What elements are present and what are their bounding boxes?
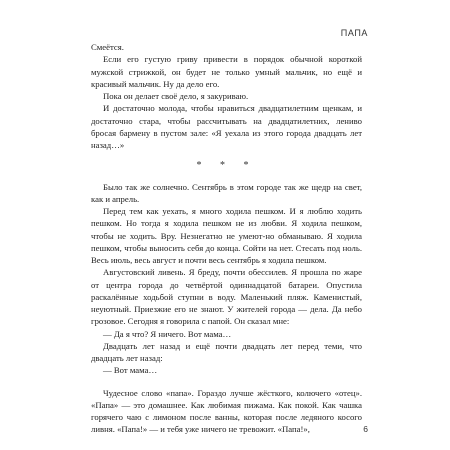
paragraph: Если его густую гриву привести в порядок обычной короткой мужской стрижкой, он будет не только умный мальчик, но ещё и красивый мальчик. Ну да дело его. [91, 54, 362, 89]
paragraph: Перед тем как уехать, я много ходила пешком. И я люблю ходить пешком. Но тогда я ходила пешком не из любви. Я ходила пешком, чтобы не ходить. Вру. Незнегатно не умеют-но обманываю. Я ходила пешком, чтобы выносить себя до конца. Сойти на нет. Стесать под ноль. Весь июль, весь август и почти весь сентябрь я ходила пешком. [91, 206, 362, 265]
paragraph: Чудесное слово «папа». Гораздо лучше жёсткого, колючего «отец». «Папа» — это домашнее. Как любимая пижама. Как покой. Как чашка горячего чаю с лимоном после ванны, которая после ледяного косого ливня. «Папа!» — и тебя уже ничего не тревожит. «Папа!», [91, 387, 362, 435]
running-header: ПАПА [340, 28, 368, 38]
paragraph: Было так же солнечно. Сентябрь в этом городе так же щедр на свет, как и апрель. [91, 181, 362, 204]
paragraph: Пока он делает своё дело, я закуриваю. [103, 91, 249, 101]
paragraph-gap [91, 377, 362, 387]
paragraph: Смеётся. [91, 42, 124, 52]
page-number: 6 [363, 424, 368, 434]
paragraph: И достаточно молода, чтобы нравиться двадцатилетним щенкам, и достаточно стара, чтобы рассчитывать на двадцатилетних, лениво бросая бармену в пустом зале: «Я уехала из этого города двадцать лет назад…» [91, 103, 362, 150]
paragraph: Двадцать лет назад и ещё почти двадцать лет перед теми, что двадцать лет назад: [91, 340, 362, 363]
paragraph: Августовский ливень. Я бреду, почти обессилев. Я прошла по жаре от центра города до четвёртой одиннадцатой батареи. Опустила раскалённые ходьбой ступни в воду. Маленький пляж. Каменистый, неуютный. Приезжие его не знают. У жителей города — дела. Да небо грозовое. Сегодня я говорила с папой. Он сказал мне: [91, 267, 362, 327]
page-body [91, 41, 362, 436]
paragraph: — Вот мама… [103, 365, 158, 376]
section-separator: * * * [196, 160, 257, 172]
paragraph: — Да я что? Я ничего. Вот мама… [103, 328, 232, 339]
